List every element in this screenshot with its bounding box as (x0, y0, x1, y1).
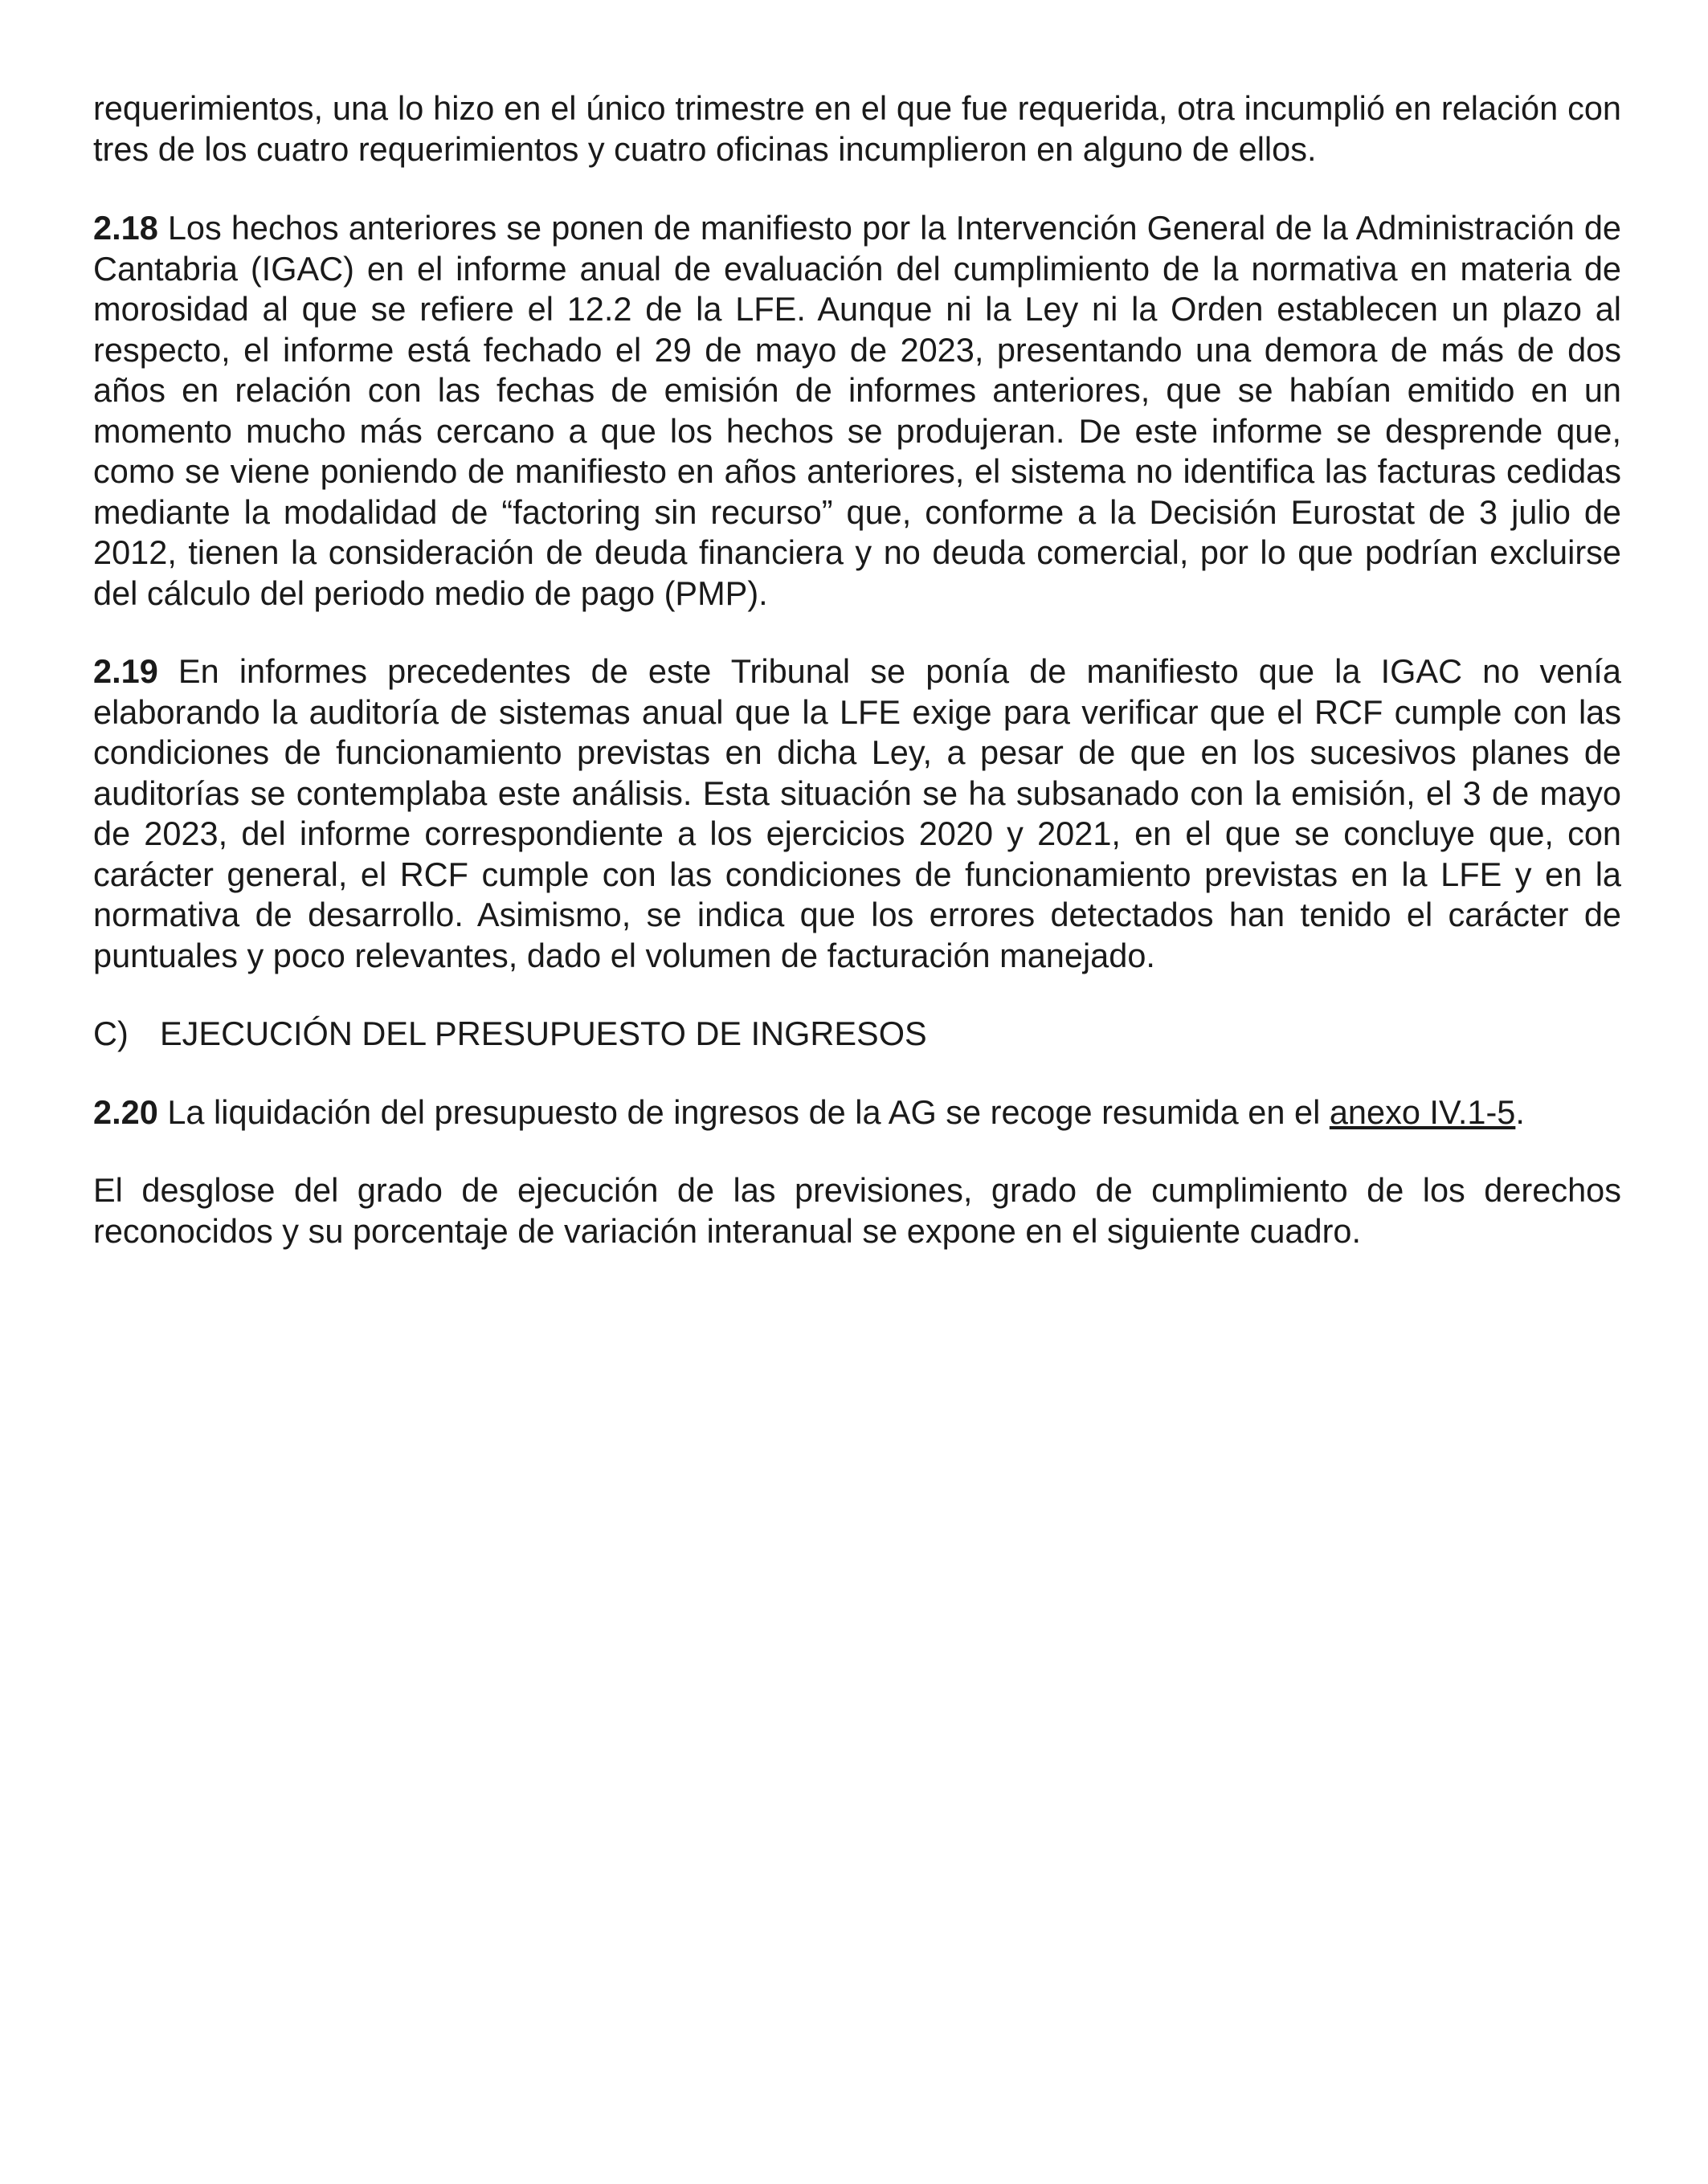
paragraph-number: 2.19 (93, 652, 158, 690)
document-page (93, 88, 1621, 1289)
paragraph-desglose: El desglose del grado de ejecución de las previsiones, grado de cumplimiento de los derechos reconocidos y su porcentaje de variación interanual se expone en el siguiente cuadro. (93, 1171, 1621, 1250)
paragraph-end: . (1515, 1092, 1525, 1131)
paragraph-2-19 (93, 651, 1621, 976)
paragraph-number: 2.18 (93, 209, 158, 247)
paragraph-2-20 (93, 1092, 1621, 1133)
paragraph-text: En informes precedentes de este Tribunal se ponía de manifiesto que la IGAC no venía elaborando la auditoría de sistemas anual que la LFE exige para verificar que el RCF cumple con las condiciones de funcionamiento previstas en dicha Ley, a pesar de que en los sucesivos planes de auditorías se contemplaba este análisis. Esta situación se ha subsanado con la emisión, el 3 de mayo de 2023, del informe correspondiente a los ejercicios 2020 y 2021, en el que se concluye que, con carácter general, el RCF cumple con las condiciones de funcionamiento previstas en la LFE y en la normativa de desarrollo. Asimismo, se indica que los errores detectados han tenido el carácter de puntuales y poco relevantes, dado el volumen de facturación manejado. (93, 652, 1621, 974)
section-heading-c (93, 1014, 1621, 1055)
paragraph-2-18 (93, 208, 1621, 614)
paragraph-text: La liquidación del presupuesto de ingresos de la AG se recoge resumida en el (167, 1092, 1321, 1131)
section-title: EJECUCIÓN DEL PRESUPUESTO DE INGRESOS (160, 1014, 927, 1052)
paragraph-number: 2.20 (93, 1092, 158, 1131)
paragraph-text: Los hechos anteriores se ponen de manifiesto por la Intervención General de la Administración de Cantabria (IGAC) en el informe anual de evaluación del cumplimiento de la normativa en materia de morosidad al que se refiere el 12.2 de la LFE. Aunque ni la Ley ni la Orden establecen un plazo al respecto, el informe está fechado el 29 de mayo de 2023, presentando una demora de más de dos años en relación con las fechas de emisión de informes anteriores, que se habían emitido en un momento mucho más cercano a que los hechos se produjeran. De este informe se desprende que, como se viene poniendo de manifiesto en años anteriores, el sistema no identifica las facturas cedidas mediante la modalidad de “factoring sin recurso” que, conforme a la Decisión Eurostat de 3 julio de 2012, tienen la consideración de deuda financiera y no deuda comercial, por lo que podrían excluirse del cálculo del periodo medio de pago (PMP). (93, 209, 1621, 612)
section-letter: C) (93, 1014, 129, 1052)
paragraph-continued: requerimientos, una lo hizo en el único trimestre en el que fue requerida, otra incumplió en relación con tres de los cuatro requerimientos y cuatro oficinas incumplieron en alguno de ellos. (93, 89, 1621, 168)
annex-link[interactable]: anexo IV.1-5 (1329, 1092, 1516, 1131)
